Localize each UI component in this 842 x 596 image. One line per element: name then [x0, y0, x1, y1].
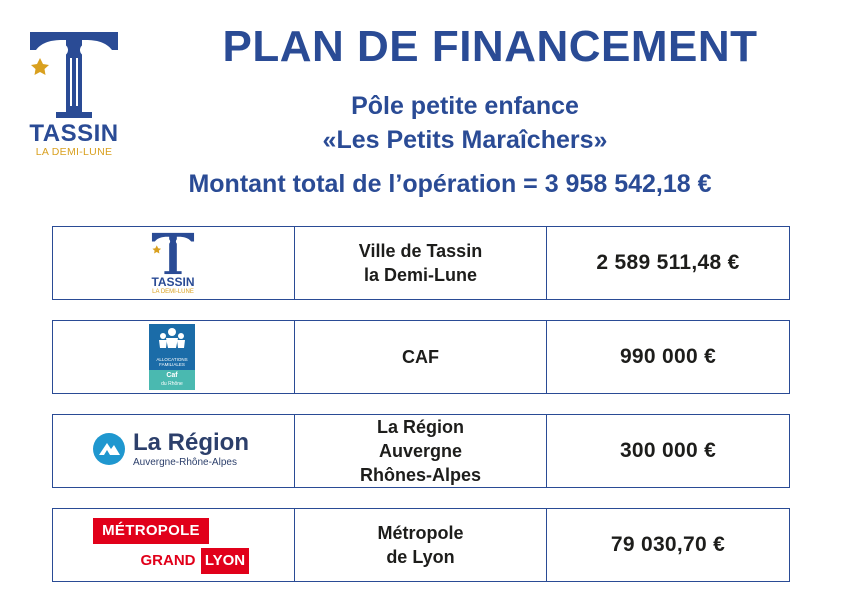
- lyon-word: LYON: [201, 548, 249, 574]
- funding-row-metropole: [52, 508, 790, 582]
- funder-logo-cell: [53, 227, 295, 299]
- logo-subtitle: LA DEMI-LUNE: [35, 146, 113, 158]
- amount-cell: 990 000 €: [619, 345, 717, 368]
- funding-row-caf: [52, 320, 790, 394]
- metropole-word: MÉTROPOLE: [93, 518, 209, 544]
- logo-name: TASSIN: [151, 275, 195, 289]
- funder-name: La Région Auvergne Rhônes-Alpes: [359, 417, 482, 485]
- region-logo: [93, 429, 253, 473]
- grand-word: GRAND: [140, 552, 196, 569]
- page-title: PLAN DE FINANCEMENT: [222, 22, 758, 71]
- caf-line-2: FAMILIALES: [159, 362, 185, 367]
- funder-logo-cell: [53, 415, 295, 487]
- caf-logo: [149, 324, 195, 390]
- metropole-logo: [93, 518, 253, 574]
- subtitle-line-1: Pôle petite enfance: [351, 92, 579, 120]
- logo-subtitle: LA DEMI-LUNE: [152, 289, 194, 295]
- region-sub: Auvergne-Rhône-Alpes: [133, 457, 237, 468]
- funder-name-cell: [295, 415, 547, 487]
- total-amount: Montant total de l’opération = 3 958 542,18 €: [188, 170, 712, 198]
- funder-name: Métropole de Lyon: [377, 523, 464, 567]
- funding-row-region: [52, 414, 790, 488]
- tassin-small-logo: [145, 231, 201, 297]
- caf-family-icon: [149, 324, 195, 354]
- tassin-emblem-icon: [26, 28, 122, 120]
- caf-line-1: ALLOCATIONS: [156, 357, 188, 362]
- caf-name: Caf: [166, 372, 178, 379]
- funder-name: CAF: [402, 347, 439, 367]
- tassin-logo: [26, 28, 122, 158]
- funder-logo-cell: [53, 321, 295, 393]
- caf-sub: du Rhône: [161, 381, 183, 387]
- amount-cell: 300 000 €: [619, 439, 717, 462]
- funder-name-cell: [295, 509, 547, 581]
- funding-row-tassin: [52, 226, 790, 300]
- tassin-emblem-icon: [145, 231, 201, 275]
- amount-cell: 2 589 511,48 €: [596, 251, 740, 274]
- amount-cell: 79 030,70 €: [610, 533, 726, 556]
- funder-logo-cell: [53, 509, 295, 581]
- logo-name: TASSIN: [29, 120, 119, 147]
- subtitle-line-2: «Les Petits Maraîchers»: [322, 126, 608, 154]
- funder-name-cell: [295, 321, 547, 393]
- region-name: La Région: [133, 429, 250, 456]
- region-mountain-icon: [93, 433, 125, 465]
- funder-name-cell: [295, 227, 547, 299]
- funder-name: Ville de Tassin la Demi-Lune: [358, 241, 483, 285]
